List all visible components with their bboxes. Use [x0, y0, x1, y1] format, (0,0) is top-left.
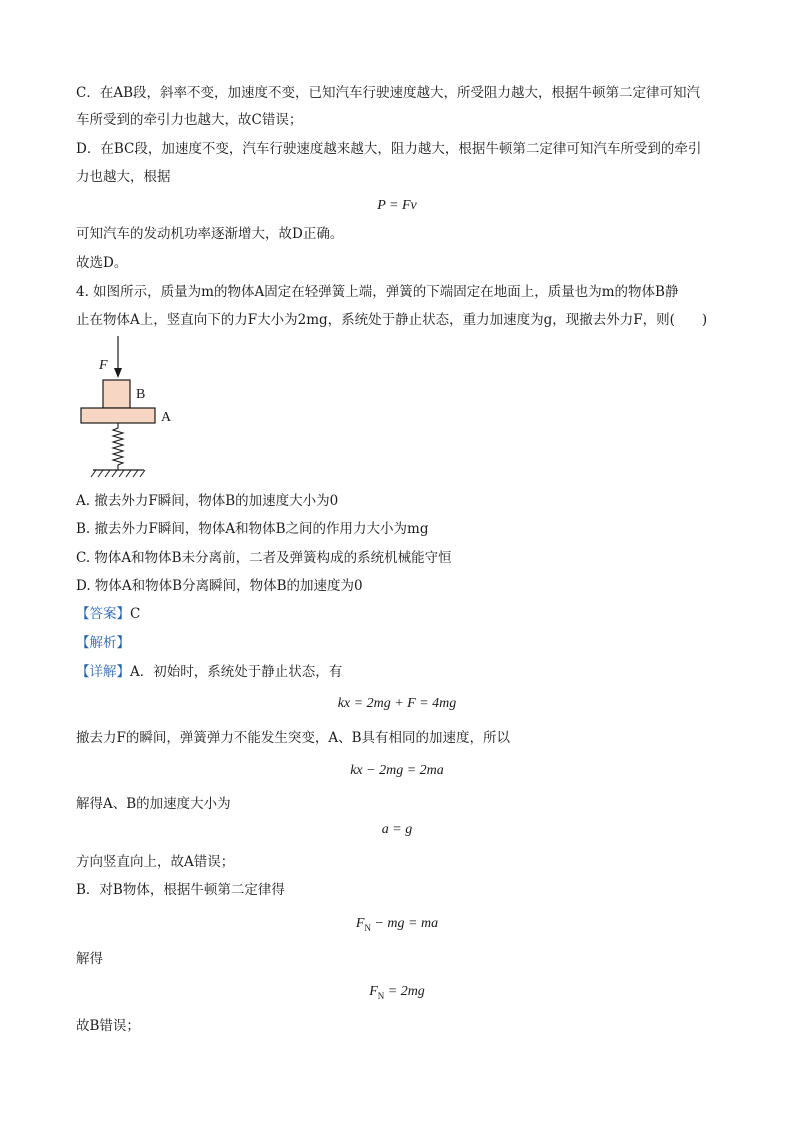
detail-label: 【详解】	[76, 664, 130, 680]
force-arrow-head	[114, 368, 122, 378]
force-label: F	[99, 358, 108, 373]
question-4-line1: 4. 如图所示，质量为m的物体A固定在轻弹簧上端，弹簧的下端固定在地面上，质量也为m的物体B静	[76, 284, 679, 300]
spring-block-figure	[80, 336, 180, 486]
answer-line	[76, 605, 140, 623]
block-b-label: B	[136, 387, 146, 402]
equation-newton-b	[0, 915, 794, 937]
eq5-rhs: − mg = ma	[370, 916, 439, 931]
answer-value: C	[130, 606, 141, 622]
solution-d-line1: D．在BC段，加速度不变，汽车行驶速度越来越大，阻力越大，根据牛顿第二定律可知汽车所受到的牵引	[76, 141, 702, 157]
answer-label: 【答案】	[76, 606, 130, 622]
option-d: D. 物体A和物体B分离瞬间，物体B的加速度为0	[76, 578, 363, 594]
solution-b-conclusion: 故B错误；	[76, 1018, 140, 1034]
eq6-rhs: = 2mg	[384, 984, 425, 999]
question-4-line2: 止在物体A上，竖直向下的力F大小为2mg，系统处于静止状态，重力加速度为g，现撤去外力F，则( )	[76, 312, 708, 328]
eq5-sub: N	[364, 922, 371, 933]
equation-newton-ab: kx − 2mg = 2ma	[350, 763, 444, 778]
option-a: A. 撤去外力F瞬间，物体B的加速度大小为0	[76, 493, 339, 509]
detail-text: A．初始时，系统处于静止状态，有	[130, 664, 343, 680]
equation-initial: kx = 2mg + F = 4mg	[337, 696, 457, 711]
block-a	[81, 408, 155, 423]
solve-label: 解得	[76, 951, 103, 967]
solution-c-line2: 车所受到的牵引力也越大，故C错误；	[76, 112, 303, 128]
eq6-lhs: F	[369, 984, 378, 999]
choice-d-statement: 故选D。	[76, 255, 128, 271]
equation-power: P = Fv	[377, 198, 417, 213]
solve-acceleration: 解得A、B的加速度大小为	[76, 796, 231, 812]
analysis-label: 【解析】	[76, 635, 130, 651]
solution-d-line2: 力也越大，根据	[76, 169, 171, 185]
solution-c-line1: C．在AB段，斜率不变，加速度不变，已知汽车行驶速度越大，所受阻力越大，根据牛顿第二定律可知汽	[76, 85, 700, 101]
direction-conclusion: 方向竖直向上，故A错误；	[76, 854, 235, 870]
solution-b-intro: B．对B物体，根据牛顿第二定律得	[76, 882, 285, 898]
explanation-remove-force: 撤去力F的瞬间，弹簧弹力不能发生突变，A、B具有相同的加速度，所以	[76, 730, 511, 746]
block-b	[103, 380, 130, 408]
ground-hatching	[91, 470, 145, 477]
eq6-sub: N	[377, 990, 385, 1001]
spring	[113, 423, 123, 470]
analysis-line	[76, 634, 130, 652]
eq5-lhs: F	[355, 916, 365, 931]
block-a-label: A	[161, 410, 172, 425]
equation-acceleration: a = g	[381, 822, 413, 837]
option-b: B. 撤去外力F瞬间，物体A和物体B之间的作用力大小为mg	[76, 521, 429, 537]
detail-line	[76, 663, 342, 681]
solution-d-conclusion: 可知汽车的发动机功率逐渐增大，故D正确。	[76, 226, 344, 242]
equation-normal-force	[0, 983, 794, 1005]
option-c: C. 物体A和物体B未分离前，二者及弹簧构成的系统机械能守恒	[76, 550, 452, 566]
